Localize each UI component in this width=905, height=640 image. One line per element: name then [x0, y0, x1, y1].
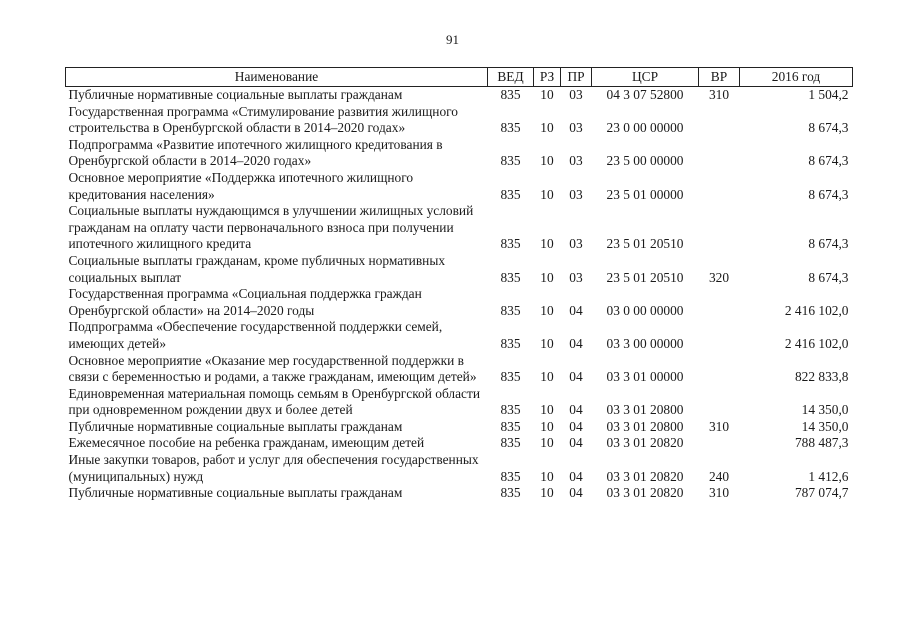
table-row [66, 353, 853, 386]
cell-amount: 787 074,7 [794, 485, 849, 501]
cell-ved: 835 [500, 335, 521, 351]
cell-ved: 835 [500, 468, 521, 484]
cell-rz: 10 [540, 402, 554, 418]
cell-pr: 04 [569, 418, 583, 434]
cell-vr: 310 [708, 418, 730, 434]
cell-name: Подпрограмма «Обеспечение государственной поддержки семей, имеющих детей» [68, 319, 443, 351]
cell-vr [699, 386, 740, 419]
cell-amount: 822 833,8 [794, 369, 849, 385]
cell-vr [699, 170, 740, 203]
page-number: 91 [446, 32, 459, 47]
column-header-csr: ЦСР [592, 68, 699, 87]
table-row [66, 386, 853, 419]
cell-vr: 310 [708, 485, 730, 501]
cell-csr: 03 3 01 20800 [606, 402, 684, 418]
table-row [66, 87, 853, 104]
cell-amount: 1 504,2 [808, 87, 849, 102]
column-header-name: Наименование [66, 68, 488, 87]
cell-ved: 835 [500, 302, 521, 318]
cell-vr: 240 [708, 468, 730, 484]
cell-pr: 03 [569, 269, 583, 285]
cell-rz: 10 [540, 87, 554, 102]
cell-rz: 10 [540, 418, 554, 434]
cell-rz: 10 [540, 153, 554, 169]
cell-csr: 04 3 07 52800 [606, 87, 684, 102]
cell-name: Публичные нормативные социальные выплаты гражданам [68, 87, 403, 102]
table-row [66, 485, 853, 502]
cell-amount: 2 416 102,0 [784, 335, 849, 351]
cell-rz: 10 [540, 120, 554, 136]
table-row [66, 419, 853, 436]
cell-ved: 835 [500, 402, 521, 418]
cell-csr: 23 0 00 00000 [606, 120, 684, 136]
cell-name: Иные закупки товаров, работ и услуг для обеспечения государственных (муниципальных) нужд [68, 452, 479, 484]
cell-pr: 04 [569, 485, 583, 501]
cell-name: Государственная программа «Стимулирование развития жилищного строительства в Оренбургской области в 2014–2020 годах» [68, 103, 458, 136]
cell-amount: 8 674,3 [808, 236, 849, 252]
column-header-rz: РЗ [534, 68, 561, 87]
cell-name: Государственная программа «Социальная поддержка граждан Оренбургской области» на 2014–2020 годы [68, 286, 422, 318]
table-row [66, 104, 853, 137]
cell-rz: 10 [540, 269, 554, 285]
cell-pr: 03 [569, 236, 583, 252]
cell-amount: 788 487,3 [794, 435, 849, 451]
column-header-ved: ВЕД [488, 68, 534, 87]
cell-rz: 10 [540, 302, 554, 318]
table-row [66, 319, 853, 352]
cell-rz: 10 [540, 468, 554, 484]
cell-rz: 10 [540, 186, 554, 202]
cell-name: Основное мероприятие «Поддержка ипотечного жилищного кредитования населения» [68, 169, 414, 202]
cell-name: Ежемесячное пособие на ребенка гражданам, имеющим детей [68, 435, 425, 451]
cell-csr: 23 5 01 20510 [606, 269, 684, 285]
table-row [66, 170, 853, 203]
cell-csr: 03 3 01 20820 [606, 468, 684, 484]
cell-amount: 8 674,3 [808, 269, 849, 285]
cell-pr: 04 [569, 302, 583, 318]
cell-pr: 03 [569, 87, 583, 102]
cell-ved: 835 [500, 120, 521, 136]
cell-csr: 03 3 01 20820 [606, 485, 684, 501]
cell-name: Социальные выплаты нуждающимся в улучшении жилищных условий гражданам на оплату части первоначального взноса при получении ипотечного жилищного кредита [68, 203, 474, 252]
cell-rz: 10 [540, 369, 554, 385]
cell-pr: 04 [569, 402, 583, 418]
cell-csr: 03 3 01 20800 [606, 418, 684, 434]
cell-pr: 04 [569, 369, 583, 385]
cell-name: Публичные нормативные социальные выплаты гражданам [68, 485, 403, 501]
cell-amount: 8 674,3 [808, 120, 849, 136]
cell-vr: 320 [708, 269, 730, 285]
cell-rz: 10 [540, 485, 554, 501]
cell-rz: 10 [540, 435, 554, 451]
cell-amount: 8 674,3 [808, 186, 849, 202]
cell-csr: 23 5 01 00000 [606, 186, 684, 202]
cell-name: Основное мероприятие «Оказание мер государственной поддержки в связи с беременностью и родами, а также гражданам, имеющим детей» [68, 352, 477, 385]
cell-vr [699, 286, 740, 319]
table-row [66, 253, 853, 286]
cell-csr: 03 3 01 00000 [606, 369, 684, 385]
table-row [66, 435, 853, 452]
cell-vr [699, 104, 740, 137]
table-row [66, 203, 853, 253]
cell-pr: 04 [569, 468, 583, 484]
cell-vr: 310 [708, 87, 730, 102]
cell-ved: 835 [500, 369, 521, 385]
table-row [66, 452, 853, 485]
budget-table [65, 67, 853, 502]
cell-ved: 835 [500, 435, 521, 451]
cell-name: Публичные нормативные социальные выплаты гражданам [68, 418, 403, 434]
cell-vr [699, 137, 740, 170]
cell-ved: 835 [500, 87, 521, 102]
cell-ved: 835 [500, 485, 521, 501]
cell-pr: 04 [569, 335, 583, 351]
cell-amount: 14 350,0 [801, 418, 849, 434]
cell-rz: 10 [540, 335, 554, 351]
cell-pr: 03 [569, 153, 583, 169]
cell-pr: 04 [569, 435, 583, 451]
cell-ved: 835 [500, 186, 521, 202]
cell-name: Социальные выплаты гражданам, кроме публичных нормативных социальных выплат [68, 252, 446, 285]
cell-ved: 835 [500, 269, 521, 285]
column-header-vr: ВР [699, 68, 740, 87]
cell-pr: 03 [569, 120, 583, 136]
cell-vr [699, 353, 740, 386]
cell-amount: 8 674,3 [808, 153, 849, 169]
cell-vr [699, 435, 740, 452]
cell-csr: 03 3 00 00000 [606, 335, 684, 351]
table-row [66, 286, 853, 319]
column-header-pr: ПР [561, 68, 592, 87]
cell-name: Единовременная материальная помощь семьям в Оренбургской области при одновременном рождении двух и более детей [68, 385, 481, 418]
column-header-year: 2016 год [740, 68, 853, 87]
cell-ved: 835 [500, 236, 521, 252]
cell-csr: 03 3 01 20820 [606, 435, 684, 451]
cell-csr: 23 5 00 00000 [606, 153, 684, 169]
cell-csr: 23 5 01 20510 [606, 236, 684, 252]
table-row [66, 137, 853, 170]
cell-ved: 835 [500, 418, 521, 434]
cell-vr [699, 319, 740, 352]
table-header-row [66, 68, 853, 87]
cell-ved: 835 [500, 153, 521, 169]
cell-pr: 03 [569, 186, 583, 202]
cell-name: Подпрограмма «Развитие ипотечного жилищного кредитования в Оренбургской области в 2014–2020 годах» [68, 136, 443, 169]
cell-csr: 03 0 00 00000 [606, 302, 684, 318]
cell-vr [699, 203, 740, 253]
table-body [66, 87, 853, 502]
cell-amount: 14 350,0 [801, 402, 849, 418]
cell-rz: 10 [540, 236, 554, 252]
cell-amount: 2 416 102,0 [784, 302, 849, 318]
cell-amount: 1 412,6 [808, 468, 849, 484]
